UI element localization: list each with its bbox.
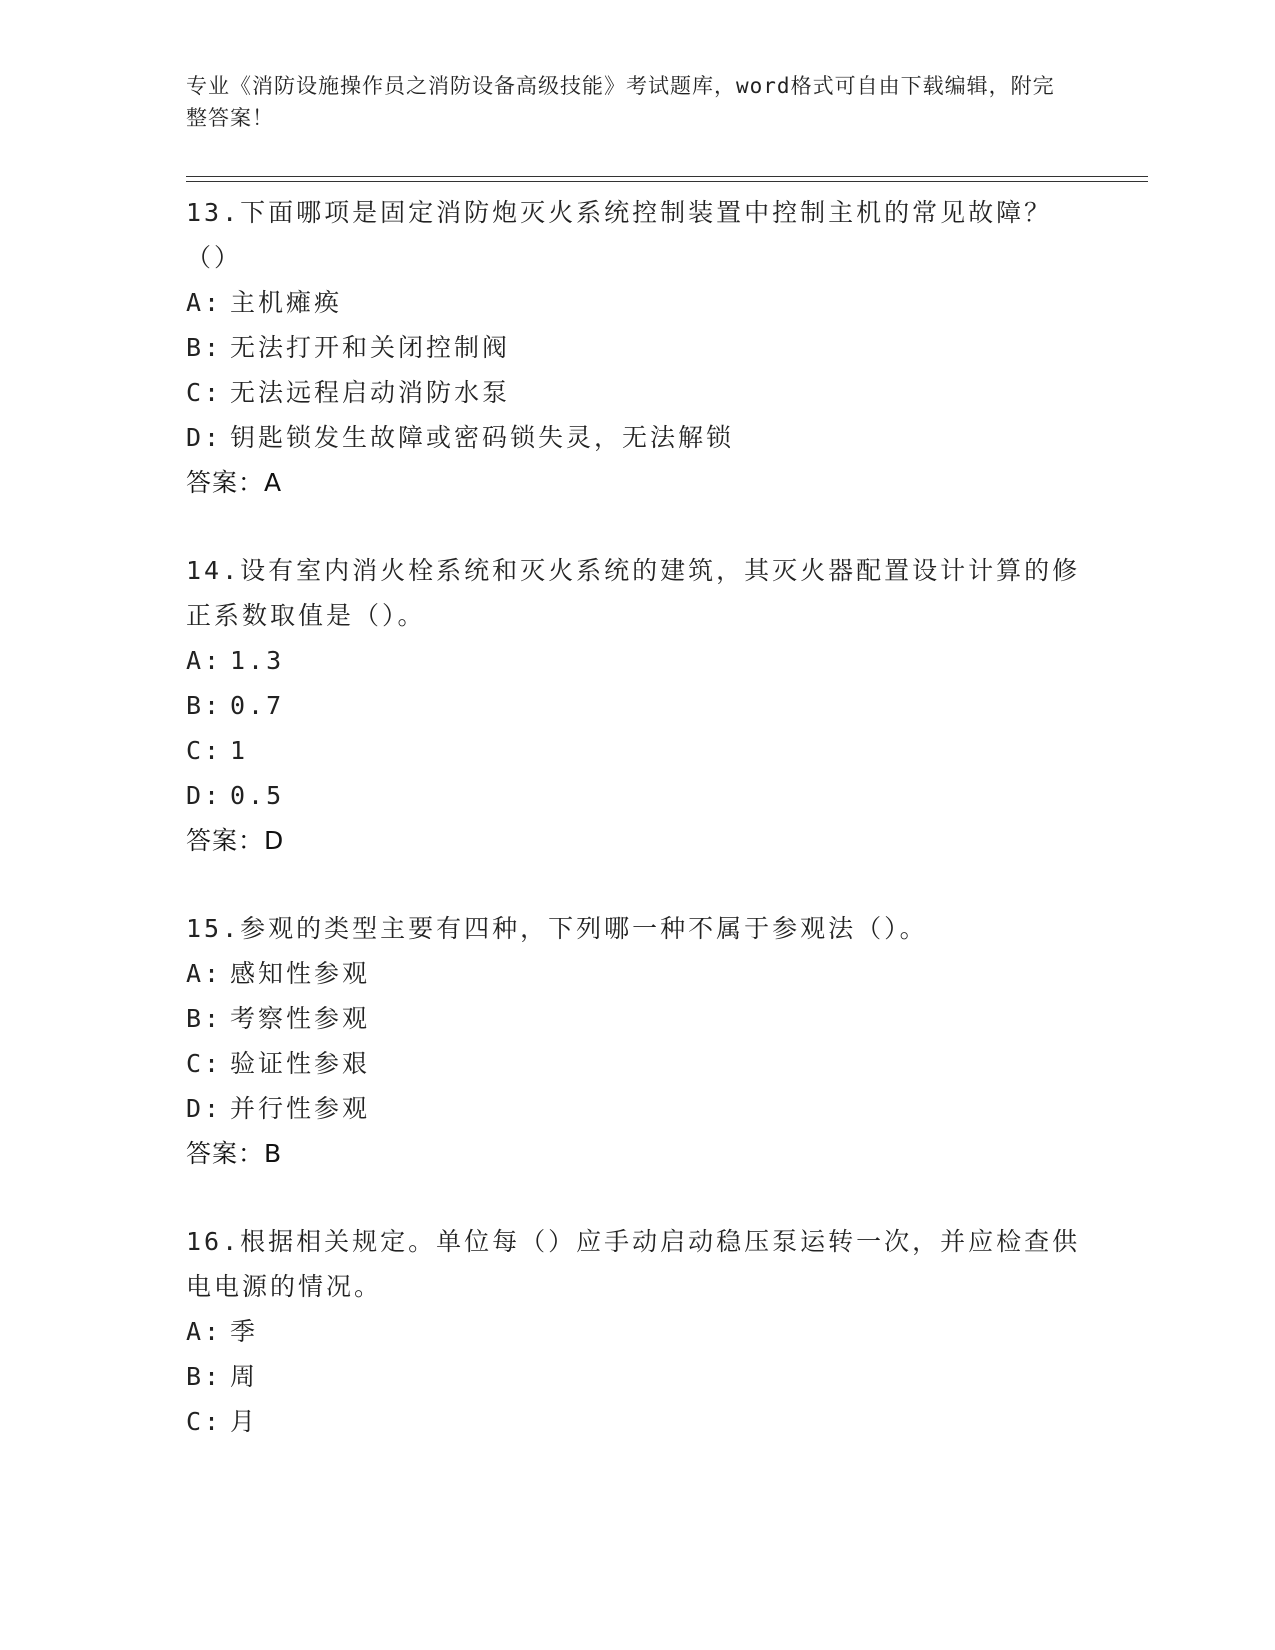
- option-text: 周: [230, 1362, 259, 1391]
- answer-label: 答案：B: [186, 1139, 283, 1168]
- option-text: 月: [230, 1407, 259, 1436]
- option-text: 1: [230, 736, 249, 765]
- option-b: [186, 325, 1086, 370]
- question-16: [186, 1219, 1086, 1444]
- option-letter: A:: [186, 1317, 223, 1346]
- option-letter: C:: [186, 378, 223, 407]
- option-text: 无法远程启动消防水泵: [230, 378, 511, 407]
- option-text: 并行性参观: [230, 1094, 371, 1123]
- option-text: 1.3: [230, 646, 285, 675]
- option-letter: C:: [186, 1049, 223, 1078]
- option-letter: D:: [186, 423, 223, 452]
- question-13: [186, 190, 1086, 505]
- question-text: 14.设有室内消火栓系统和灭火系统的建筑，其灭火器配置设计计算的修正系数取值是（）。: [186, 556, 1081, 630]
- option-a: [186, 1309, 1086, 1354]
- option-c: [186, 370, 1086, 415]
- option-text: 无法打开和关闭控制阀: [230, 333, 511, 362]
- option-letter: B:: [186, 1004, 223, 1033]
- option-letter: B:: [186, 333, 223, 362]
- option-b: [186, 996, 1086, 1041]
- option-text: 0.7: [230, 691, 285, 720]
- option-a: [186, 638, 1086, 683]
- option-letter: C:: [186, 1407, 223, 1436]
- question-list: [186, 190, 1086, 1444]
- option-d: [186, 1086, 1086, 1131]
- option-a: [186, 951, 1086, 996]
- option-a: [186, 280, 1086, 325]
- question-text: 15.参观的类型主要有四种，下列哪一种不属于参观法（）。: [186, 914, 928, 943]
- option-text: 考察性参观: [230, 1004, 371, 1033]
- option-b: [186, 683, 1086, 728]
- option-letter: D:: [186, 1094, 223, 1123]
- answer-label: 答案：A: [186, 468, 283, 497]
- option-text: 钥匙锁发生故障或密码锁失灵，无法解锁: [230, 423, 735, 452]
- option-letter: C:: [186, 736, 223, 765]
- question-text: 16.根据相关规定。单位每（）应手动启动稳压泵运转一次，并应检查供电电源的情况。: [186, 1227, 1081, 1301]
- option-d: [186, 415, 1086, 460]
- option-letter: A:: [186, 646, 223, 675]
- option-letter: D:: [186, 781, 223, 810]
- option-text: 主机瘫痪: [230, 288, 343, 317]
- option-d: [186, 773, 1086, 818]
- question-text: 13.下面哪项是固定消防炮灭火系统控制装置中控制主机的常见故障？（）: [186, 198, 1053, 272]
- answer-label: 答案：D: [186, 826, 285, 855]
- option-letter: A:: [186, 959, 223, 988]
- option-b: [186, 1354, 1086, 1399]
- question-14: [186, 548, 1086, 863]
- question-15: [186, 906, 1086, 1176]
- document-intro: 专业《消防设施操作员之消防设备高级技能》考试题库，word格式可自由下载编辑，附完整答案！: [186, 74, 1055, 130]
- option-letter: B:: [186, 1362, 223, 1391]
- option-text: 感知性参观: [230, 959, 371, 988]
- option-c: [186, 1399, 1086, 1444]
- option-c: [186, 728, 1086, 773]
- header-divider-bottom: [186, 181, 1148, 182]
- option-letter: A:: [186, 288, 223, 317]
- option-letter: B:: [186, 691, 223, 720]
- option-text: 0.5: [230, 781, 285, 810]
- option-c: [186, 1041, 1086, 1086]
- option-text: 季: [230, 1317, 259, 1346]
- option-text: 验证性参艰: [230, 1049, 371, 1078]
- header-divider-top: [186, 176, 1148, 177]
